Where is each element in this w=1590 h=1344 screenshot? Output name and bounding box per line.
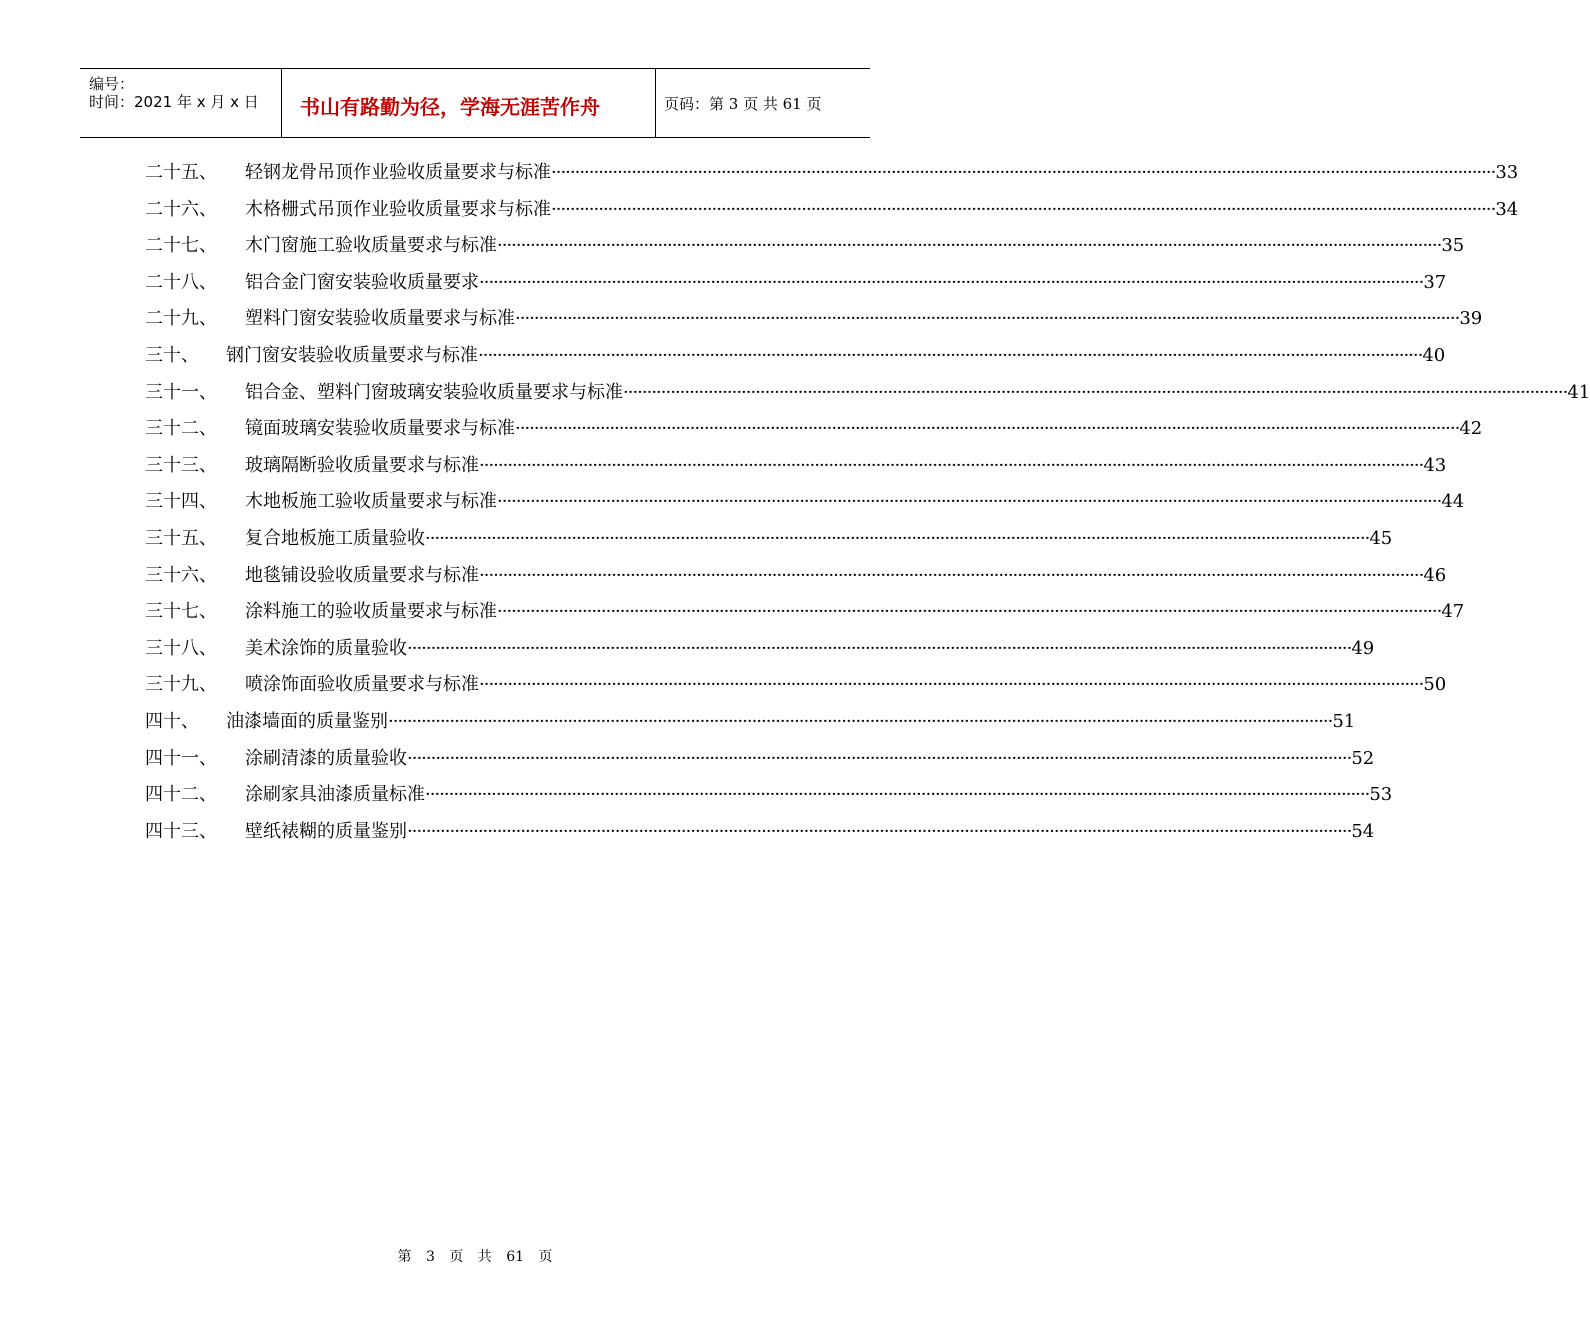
toc-entry-number: 三十二、 <box>145 418 217 440</box>
toc-entry-number: 四十三、 <box>145 820 217 842</box>
toc-entry-number: 三十九、 <box>145 674 217 696</box>
toc-entry-page: 39 <box>1459 308 1483 330</box>
header-left-cell <box>80 69 280 137</box>
toc-entry-number: 三十四、 <box>145 491 217 513</box>
toc-entry-page: 54 <box>1351 820 1375 842</box>
toc-entry[interactable] <box>0 335 1446 371</box>
toc-leader-dots: ········································································································································································································ <box>407 637 1352 659</box>
toc-entry-page: 42 <box>1459 418 1483 440</box>
toc-leader-dots: ········································································································································································································ <box>425 784 1370 806</box>
toc-entry-title: 涂刷清漆的质量验收 <box>245 747 407 769</box>
toc-leader-dots: ········································································································································································································ <box>623 381 1568 403</box>
toc-entry[interactable] <box>0 591 1465 627</box>
toc-entry-number: 二十九、 <box>145 308 217 330</box>
toc-entry-page: 44 <box>1441 491 1465 513</box>
toc-entry-page: 34 <box>1495 198 1519 220</box>
page-header <box>80 68 870 138</box>
toc-entry[interactable] <box>0 701 1356 737</box>
toc-leader-dots: ········································································································································································································ <box>515 308 1460 330</box>
toc-entry-number: 三十、 <box>145 345 199 366</box>
toc-entry-number: 三十一、 <box>145 381 217 403</box>
toc-entry[interactable] <box>0 738 1375 774</box>
toc-entry-title: 轻钢龙骨吊顶作业验收质量要求与标准 <box>245 162 551 183</box>
toc-leader-dots: ········································································································································································································ <box>407 747 1352 769</box>
toc-entry-page: 50 <box>1423 674 1447 696</box>
toc-entry[interactable] <box>0 152 1519 188</box>
toc-entry[interactable] <box>0 555 1447 591</box>
toc-entry-number: 四十、 <box>145 711 199 732</box>
toc-entry[interactable] <box>0 628 1375 664</box>
toc-entry-title: 壁纸裱糊的质量鉴别 <box>245 820 407 842</box>
footer-total-pages: 61 <box>506 1249 525 1265</box>
toc-entry-number: 二十七、 <box>145 235 217 257</box>
toc-entry-title: 玻璃隔断验收质量要求与标准 <box>245 454 479 476</box>
footer-ye-2: 页 <box>538 1249 553 1265</box>
toc-entry-page: 51 <box>1332 711 1356 732</box>
toc-leader-dots: ········································································································································································································ <box>478 345 1423 366</box>
toc-entry-page: 35 <box>1441 235 1465 257</box>
toc-entry[interactable] <box>0 774 1393 810</box>
toc-entry-page: 33 <box>1495 162 1519 183</box>
toc-entry-title: 美术涂饰的质量验收 <box>245 637 407 659</box>
footer-gong: 共 <box>477 1249 492 1265</box>
toc-entry-page: 37 <box>1423 271 1447 293</box>
toc-leader-dots: ········································································································································································································ <box>479 674 1424 696</box>
toc-entry-title: 镜面玻璃安装验收质量要求与标准 <box>245 418 515 440</box>
toc-entry-title: 塑料门窗安装验收质量要求与标准 <box>245 308 515 330</box>
footer-current-page: 3 <box>425 1249 435 1265</box>
toc-entry-title: 铝合金门窗安装验收质量要求 <box>245 271 479 293</box>
toc-leader-dots: ········································································································································································································ <box>515 418 1460 440</box>
page-footer <box>0 1246 950 1266</box>
toc-leader-dots: ········································································································································································································ <box>497 491 1442 513</box>
toc-entry-number: 二十八、 <box>145 271 217 293</box>
toc-leader-dots: ········································································································································································································ <box>425 528 1370 549</box>
toc-entry-number: 三十五、 <box>145 528 217 549</box>
toc-entry-title: 钢门窗安装验收质量要求与标准 <box>226 345 478 366</box>
toc-entry-title: 地毯铺设验收质量要求与标准 <box>245 564 479 586</box>
toc-entry-page: 52 <box>1351 747 1375 769</box>
toc-entry-number: 三十七、 <box>145 601 217 623</box>
toc-entry-number: 四十一、 <box>145 747 217 769</box>
toc-entry-page: 49 <box>1351 637 1375 659</box>
toc-leader-dots: ········································································································································································································ <box>479 271 1424 293</box>
toc-entry[interactable] <box>0 262 1447 298</box>
toc-entry-title: 木格栅式吊顶作业验收质量要求与标准 <box>245 198 551 220</box>
toc-entry-title: 复合地板施工质量验收 <box>245 528 425 549</box>
toc-entry-number: 三十八、 <box>145 637 217 659</box>
toc-entry[interactable] <box>0 664 1447 700</box>
toc-entry[interactable] <box>0 445 1447 481</box>
toc-entry[interactable] <box>0 225 1465 261</box>
header-right-cell <box>656 69 870 137</box>
toc-entry-page: 47 <box>1441 601 1465 623</box>
toc-entry-title: 涂料施工的验收质量要求与标准 <box>245 601 497 623</box>
toc-entry-title: 喷涂饰面验收质量要求与标准 <box>245 674 479 696</box>
toc-entry-page: 45 <box>1369 528 1393 549</box>
toc-entry[interactable] <box>0 298 1483 334</box>
toc-entry-page: 41 <box>1567 381 1590 403</box>
document-number-label: 编号： <box>89 75 135 93</box>
toc-entry-title: 木地板施工验收质量要求与标准 <box>245 491 497 513</box>
header-motto: 书山有路勤为径，学海无涯苦作舟 <box>300 95 600 119</box>
toc-leader-dots: ········································································································································································································ <box>551 162 1496 183</box>
toc-entry-number: 二十六、 <box>145 198 217 220</box>
toc-leader-dots: ········································································································································································································ <box>407 820 1352 842</box>
footer-di: 第 <box>397 1249 412 1265</box>
toc-entry-page: 43 <box>1423 454 1447 476</box>
toc-leader-dots: ········································································································································································································ <box>497 601 1442 623</box>
toc-entry[interactable] <box>0 811 1375 847</box>
toc-leader-dots: ········································································································································································································ <box>479 454 1424 476</box>
toc-leader-dots: ········································································································································································································ <box>388 711 1333 732</box>
toc-leader-dots: ········································································································································································································ <box>497 235 1442 257</box>
toc-entry-number: 四十二、 <box>145 784 217 806</box>
toc-entry-title: 涂刷家具油漆质量标准 <box>245 784 425 806</box>
toc-entry-number: 三十三、 <box>145 454 217 476</box>
toc-entry-title: 油漆墙面的质量鉴别 <box>226 711 388 732</box>
toc-entry-title: 木门窗施工验收质量要求与标准 <box>245 235 497 257</box>
toc-entry[interactable] <box>0 518 1393 554</box>
toc-entry[interactable] <box>0 408 1483 444</box>
document-date: 时间：2021 年 x 月 x 日 <box>89 93 259 111</box>
toc-entry-number: 三十六、 <box>145 564 217 586</box>
toc-entry-title: 铝合金、塑料门窗玻璃安装验收质量要求与标准 <box>245 381 623 403</box>
toc-entry-page: 46 <box>1423 564 1447 586</box>
toc-entry-page: 40 <box>1422 345 1446 366</box>
header-motto-cell <box>281 69 656 137</box>
toc-leader-dots: ········································································································································································································ <box>551 198 1496 220</box>
toc-entry[interactable] <box>0 189 1519 225</box>
toc-leader-dots: ········································································································································································································ <box>479 564 1424 586</box>
toc-entry[interactable] <box>0 372 1590 408</box>
toc-entry[interactable] <box>0 481 1465 517</box>
header-page-info: 页码：第 3 页 共 61 页 <box>664 95 822 113</box>
toc-entry-page: 53 <box>1369 784 1393 806</box>
toc-entry-number: 二十五、 <box>145 162 217 183</box>
footer-ye: 页 <box>449 1249 464 1265</box>
